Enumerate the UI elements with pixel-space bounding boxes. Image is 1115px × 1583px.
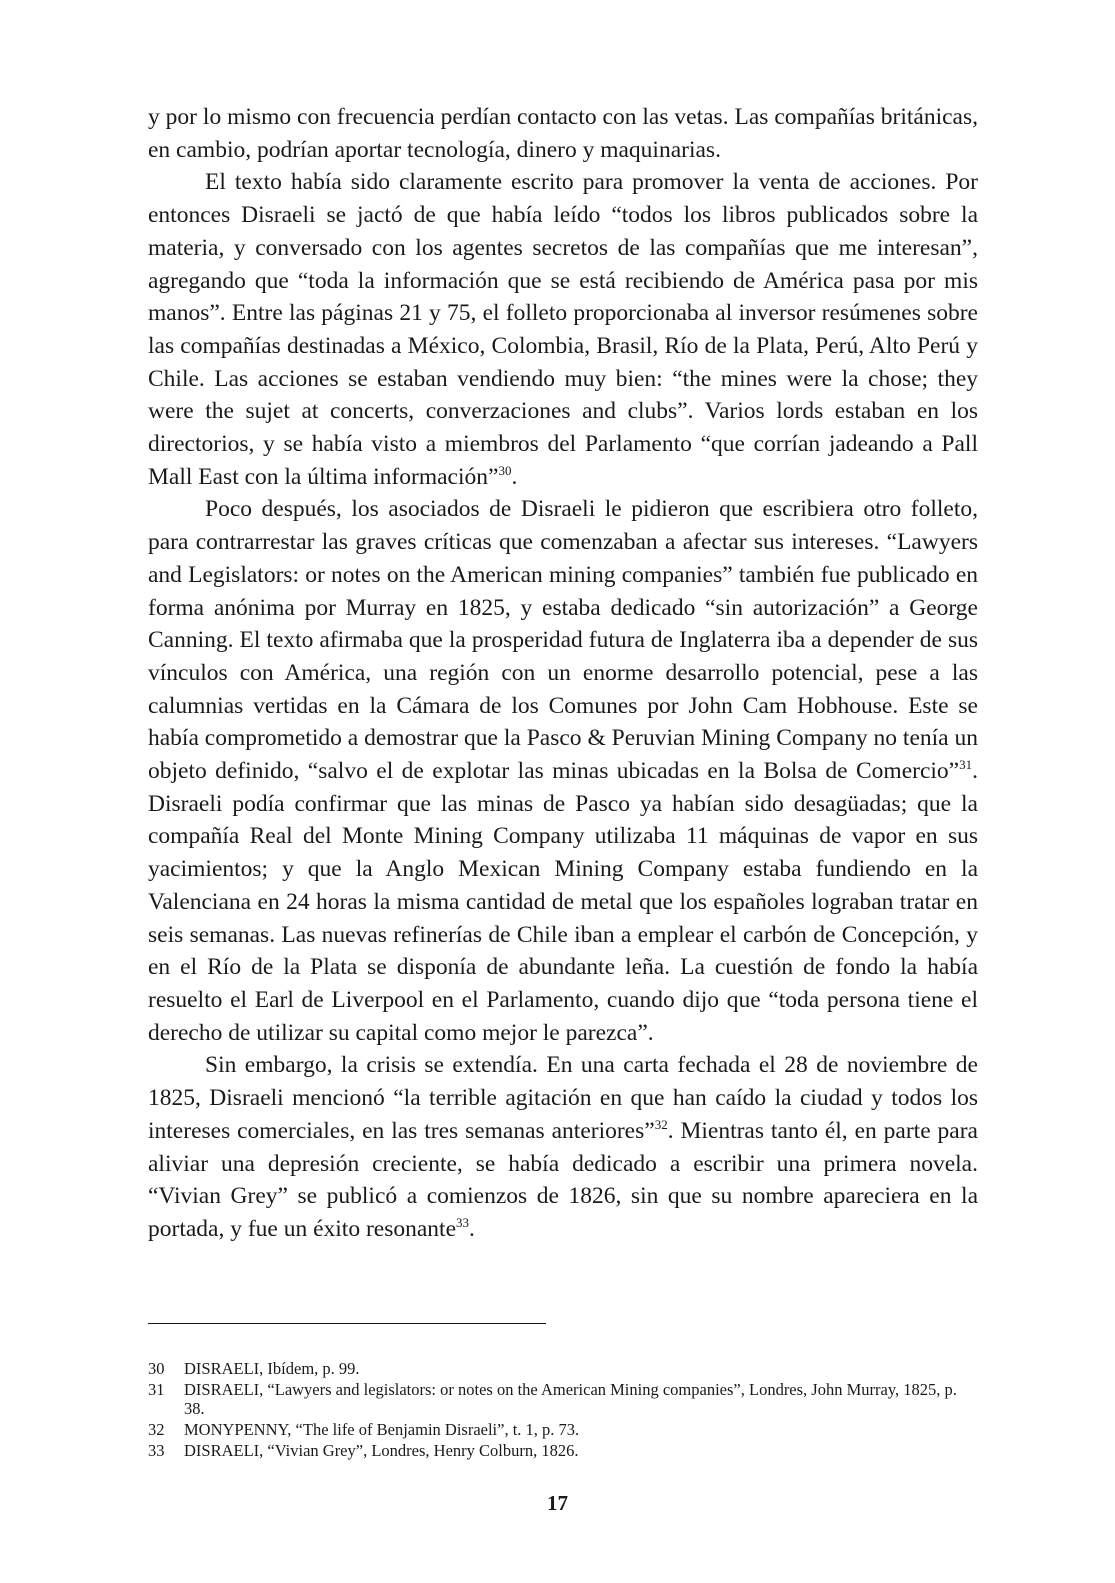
footnote-number: 32 xyxy=(148,1420,165,1439)
paragraph-tail: . xyxy=(469,1215,475,1242)
paragraph-tail: . Disraeli podía confirmar que las minas de Pasco ya habían sido desagüadas; que la compañía Real del Monte Mining Company utilizaba 11 máquinas de vapor en sus yacimientos; y que la Anglo Mexican Mining Company estaba fundiendo en la Valenciana en 24 horas la misma cantidad de metal que los españoles lograban tratar en seis semanas. Las nuevas refinerías de Chile iban a emplear el carbón de Concepción, y en el Río de la Plata se disponía de abundante leña. La cuestión de fondo la había resuelto el Earl de Liverpool en el Parlamento, cuando dijo que “toda persona tiene el derecho de utilizar su capital como mejor le parezca”. xyxy=(148,758,978,1046)
footnote-number: 30 xyxy=(148,1359,165,1378)
footnote-text: DISRAELI, “Lawyers and legislators: or notes on the American Mining companies”, Londres, John Murray, 1825, p. 38. xyxy=(184,1380,957,1418)
paragraph-3 xyxy=(148,493,978,1049)
footnote-text: MONYPENNY, “The life of Benjamin Disraeli”, t. 1, p. 73. xyxy=(184,1420,580,1439)
paragraph-tail: . xyxy=(511,463,518,490)
page-number: 17 xyxy=(547,1491,568,1515)
paragraph-text: Sin embargo, la crisis se extendía. En una carta fechada el 28 de noviembre de 1825, Disraeli mencionó “la terrible agitación en que han caído la ciudad y todos los intereses comerciales, en las tres semanas anteriores” xyxy=(148,1052,978,1144)
footnote-number: 33 xyxy=(148,1441,165,1460)
footnote-separator xyxy=(148,1323,546,1324)
footnote-32 xyxy=(148,1420,978,1439)
paragraph-text: Poco después, los asociados de Disraeli le pidieron que escribiera otro folleto, para contrarrestar las graves críticas que comenzaban a afectar sus intereses. “Lawyers and Legislators: or notes on the American mining companies” también fue publicado en forma anónima por Murray en 1825, y estaba dedicado “sin autorización” a George Canning. El texto afirmaba que la prosperidad futura de Inglaterra iba a depender de sus vínculos con América, una región con un enorme desarrollo potencial, pese a las calumnias vertidas en la Cámara de los Comunes por John Cam Hobhouse. Este se había comprometido a demostrar que la Pasco & Peruvian Mining Company no tenía un objeto definido, “salvo el de explotar las minas ubicadas en la Bolsa de Comercio” xyxy=(148,496,978,785)
footnote-ref-31[interactable]: 31 xyxy=(959,757,973,773)
paragraph-tail: . Mientras tanto él, en parte para aliviar una depresión creciente, se había dedicado a escribir una primera novela. “Vivian Grey” se publicó a comienzos de 1826, sin que su nombre apareciera en la portada, y fue un éxito resonante xyxy=(148,1117,978,1242)
paragraph-text: y por lo mismo con frecuencia perdían contacto con las vetas. Las compañías británicas, en cambio, podrían aportar tecnología, dinero y maquinarias. xyxy=(148,104,978,163)
paragraph-text: El texto había sido claramente escrito para promover la venta de acciones. Por entonces Disraeli se jactó de que había leído “todos los libros publicados sobre la materia, y conversado con los agentes secretos de las compañías que me interesan”, agregando que “toda la información que se está recibiendo de América pasa por mis manos”. Entre las páginas 21 y 75, el folleto proporcionaba al inversor resúmenes sobre las compañías destinadas a México, Colombia, Brasil, Río de la Plata, Perú, Alto Perú y Chile. Las acciones se estaban vendiendo muy bien: “the mines were la chose; they were the sujet at concerts, converzaciones and clubs”. Varios lords estaban en los directorios, y se había visto a miembros del Parlamento “que corrían jadeando a Pall Mall East con la última información” xyxy=(148,169,978,490)
paragraph-2 xyxy=(148,166,978,493)
footnote-text: DISRAELI, Ibídem, p. 99. xyxy=(184,1359,360,1378)
footnote-31 xyxy=(148,1380,978,1418)
footnote-ref-33[interactable]: 33 xyxy=(456,1214,470,1230)
footnote-number: 31 xyxy=(148,1380,165,1399)
footnote-30 xyxy=(148,1359,978,1378)
footnotes xyxy=(148,1359,978,1462)
paragraph-4 xyxy=(148,1049,978,1245)
footnote-ref-32[interactable]: 32 xyxy=(654,1116,668,1132)
paragraph-1 xyxy=(148,101,978,166)
body-text xyxy=(148,101,978,1246)
footnote-33 xyxy=(148,1441,978,1460)
footnote-ref-30[interactable]: 30 xyxy=(498,462,512,478)
footnote-text: DISRAELI, “Vivian Grey”, Londres, Henry Colburn, 1826. xyxy=(184,1441,579,1460)
